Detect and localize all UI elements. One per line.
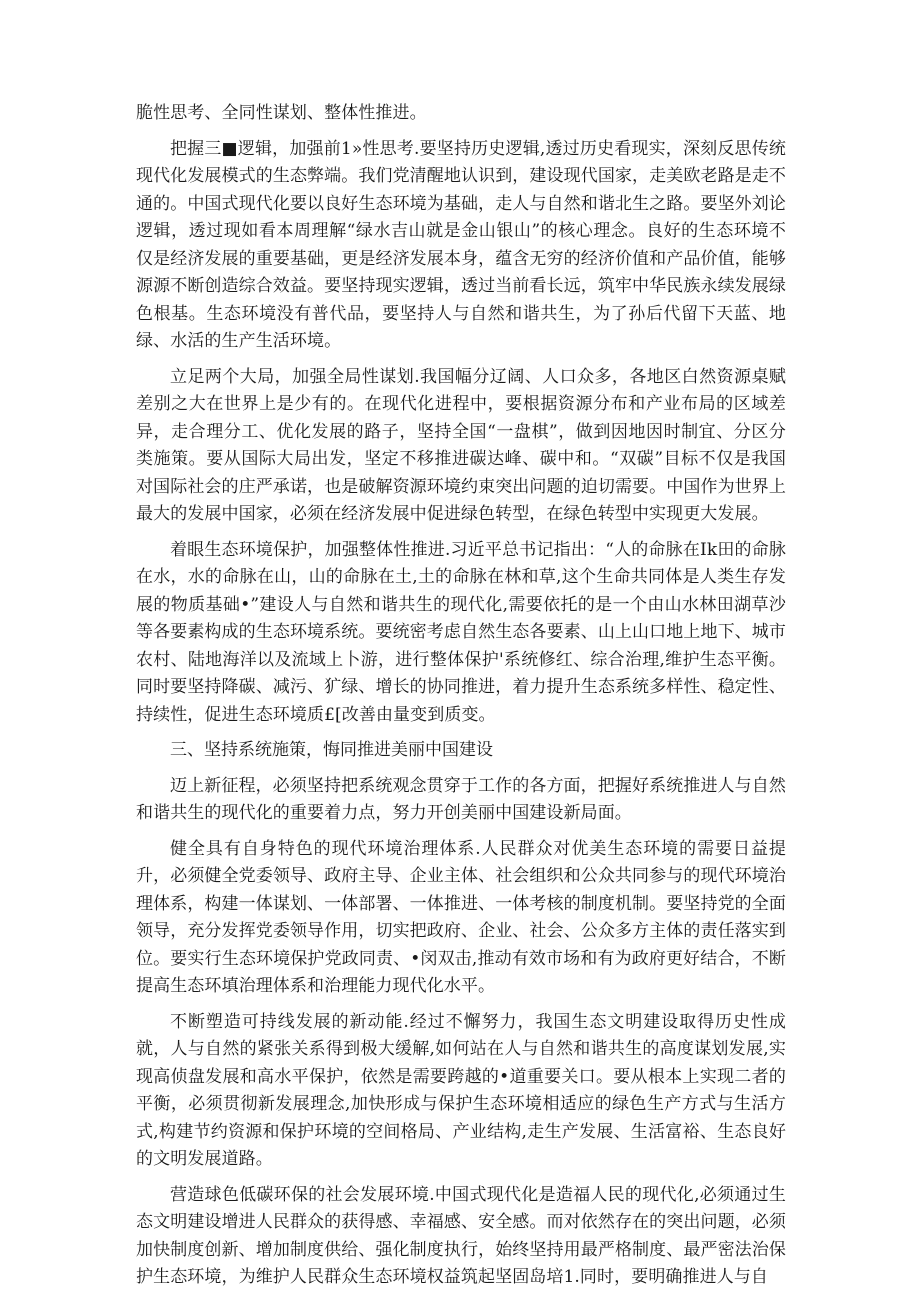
- paragraph-new-journey: 迈上新征程，必须坚持把系统观念贯穿于工作的各方面，把握好系统推进人与自然和谐共生的现代化的重要着力点，努力开创美丽中国建设新局面。: [136, 775, 786, 823]
- paragraph-two-overall-situations: 立足两个大局，加强全局性谋划.我国幅分辽阔、人口众多，各地区白然资源桌赋差别之大在世界上是少有的。在现代化进程中，要根据资源分布和产业布局的区域差异，走合理分工、优化发展的路子，坚持全国“一盘棋”，做到因地因时制宜、分区分类施策。要从国际大局出发，坚定不移推进碳达峰、碳中和。“双碳”目标不仅是我国对国际社会的庄严承诺，也是破解资源环境约束突出问题的迫切需要。中国作为世界上最大的发展中国家，必须在经济发展中促进绿色转型，在绿色转型中实现更大发展。: [136, 366, 786, 524]
- paragraph-three-logics: 把握三■逻辑，加强前1»性思考.要坚持历史逻辑,透过历史看现实，深刻反思传统现代化发展模式的生态弊端。我们党清醒地认识到，建设现代国家，走美欧老路是走不通的。中国式现代化要以良好生态环境为基础，走人与自然和谐北生之路。要坚外刘论逻辑，透过现如看本周理解“绿水吉山就是金山银山”的核心理念。良好的生态环境不仅是经济发展的重要基础，更是经济发展本身，蕴含无穷的经济价值和产品价值，能够源源不断创造综合效益。要坚持现实逻辑，透过当前看长远，筑牢中华民族永续发展绿色根基。生态环境没有普代品，要坚持人与自然和谐共生，为了孙后代留下天蓝、地绿、水活的生产生活环境。: [136, 138, 786, 351]
- paragraph-sustainable-momentum: 不断塑造可持线发展的新动能.经过不懈努力，我国生态文明建设取得历史性成就，人与自然的紧张关系得到极大缓解,如何站在人与自然和谐共生的高度谋划发展,实现高侦盘发展和高水平保护，依然是需要跨越的•道重要关口。要从根本上实现二者的平衡，必须贯彻新发展理念,加快形成与保护生态环境相适应的绿色生产方式与生活方式,构建节约资源和保护环境的空间格局、产业结构,走生产发展、生活富裕、生态良好的文明发展道路。: [136, 1011, 786, 1169]
- paragraph-governance-system: 健全具有自身特色的现代环境治理体系.人民群众对优美生态环境的需要日益提升，必须健全党委领导、政府主导、企业主体、社会组织和公众共同参与的现代环境治理体系，构建一体谋划、一体部署、一体推进、一体考核的制度机制。要坚持党的全面领导，充分发挥党委领导作用，切实把政府、企业、社会、公众多方主体的责任落实到位。要实行生态环境保护党政同责、•闵双击,推动有效市场和有为政府更好结合，不断提高生态环填治理体系和治理能力现代化水平。: [136, 838, 786, 996]
- paragraph-low-carbon-environment: 营造球色低碳环保的社会发展环境.中国式现代化是造福人民的现代化,必须通过生态文明建设增进人民群众的获得感、幸福感、安全感。而对依然存在的突出问题，必须加快制度创新、增加制度供给、强化制度执行，始终坚持用最严格制度、最严密法治保护生态环境，为维护人民群众生态环境权益筑起坚固岛培1.同时，要明确推进人与自: [136, 1184, 786, 1287]
- document-page: [136, 100, 786, 1300]
- section-heading-three: 三、坚持系统施策，悔同推进美丽中国建设: [170, 740, 493, 760]
- paragraph-continuation: 脆性思考、全同性谋划、整体性推进。: [136, 103, 427, 123]
- paragraph-ecological-protection: 着眼生态环境保护，加强整体性推进.习近平总书记指出：“人的命脉在Ik田的命脉在水，水的命脉在山，山的命脉在土,土的命脉在林和草,这个生命共同体是人类生存发展的物质基础•”建设人与自然和谐共生的现代化,需要依托的是一个由山水林田湖草沙等各要素构成的生态环境系统。要统密考虑自然生态各要素、山上山口地上地下、城市农村、陆地海洋以及流域上卜游，进行整体保护'系统修红、综合治理,维护生态平衡。同时要坚持降碳、减污、犷绿、增长的协同推进，着力提升生态系统多样性、稳定性、持续性，促进生态环境质£[改善由量变到质变。: [136, 539, 786, 725]
